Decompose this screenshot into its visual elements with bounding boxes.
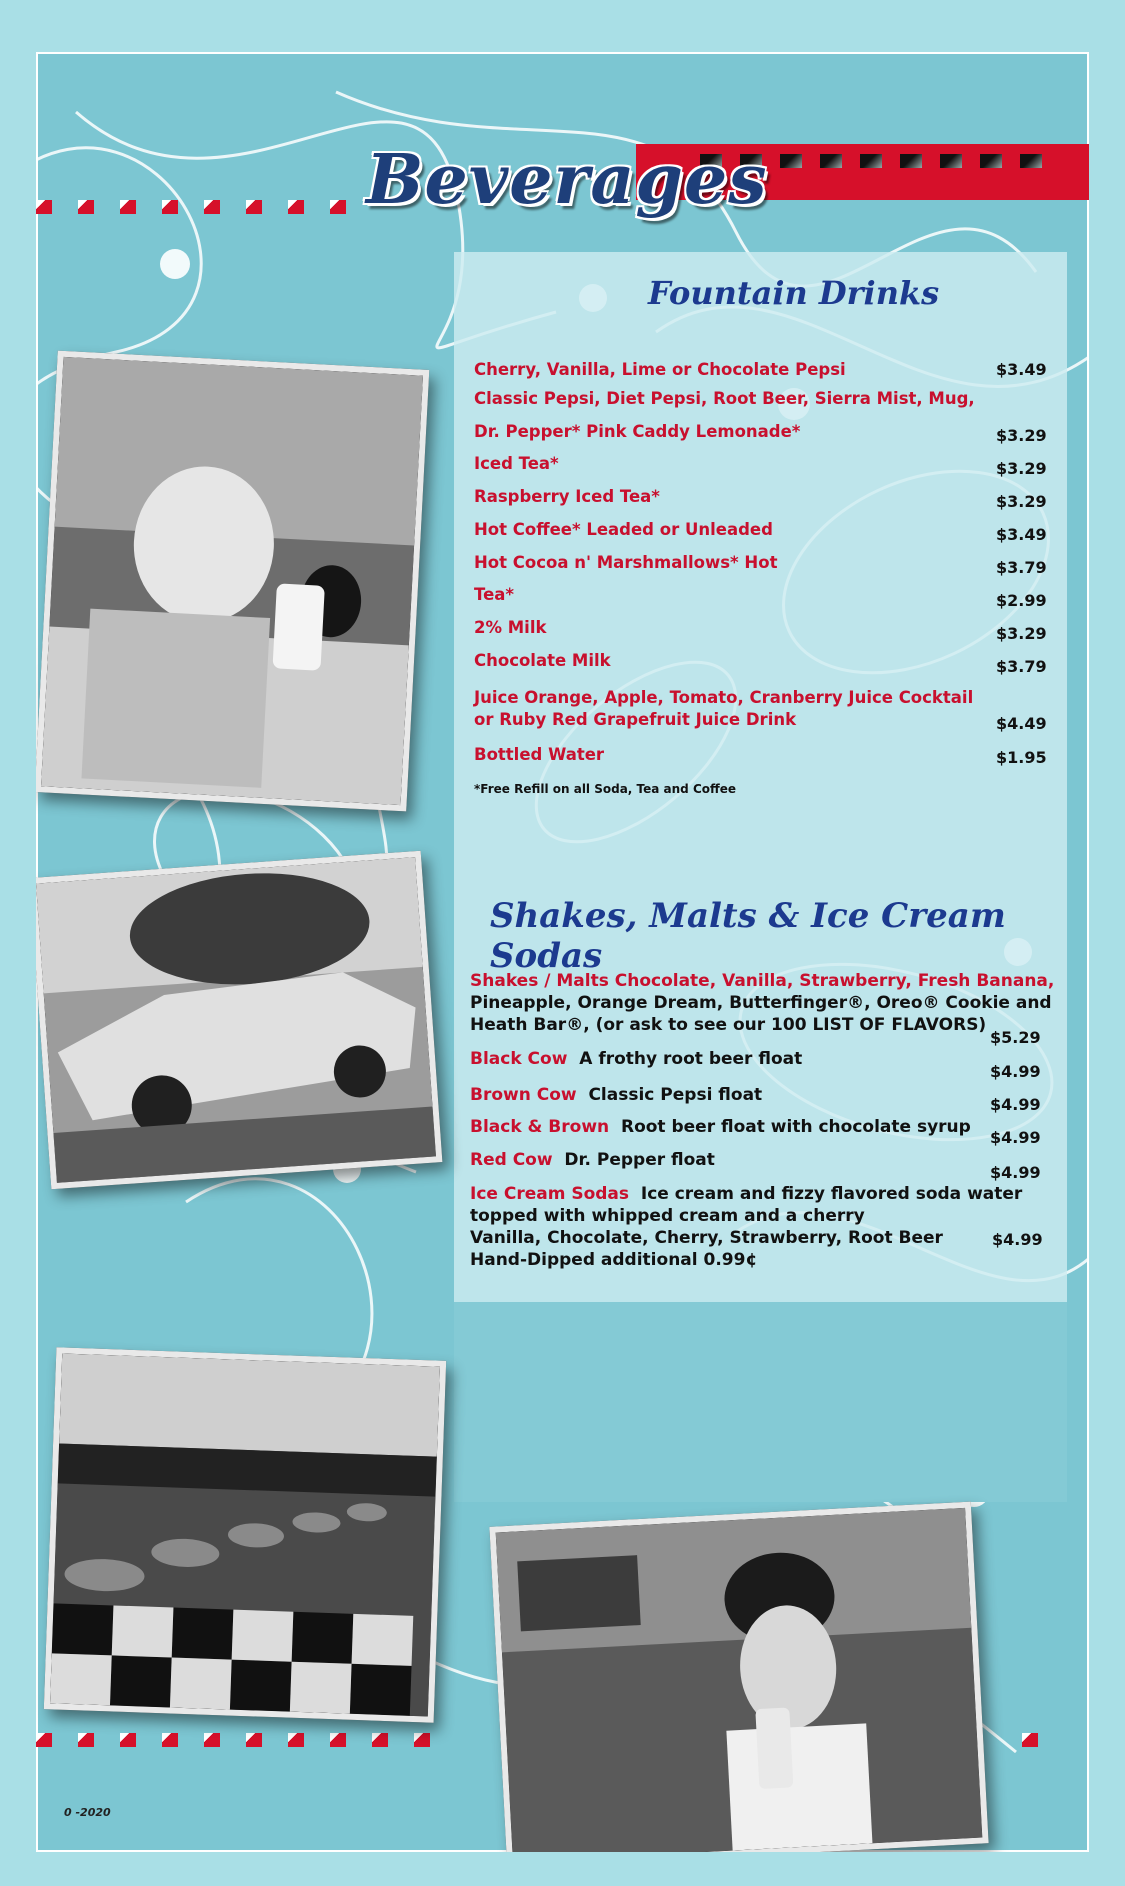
shakes-line-1 [470, 970, 1054, 992]
fountain-item-price: $3.29 [996, 492, 1047, 511]
shakes-line-2: Pineapple, Orange Dream, Butterfinger®, Oreo® Cookie and [470, 993, 1052, 1013]
red-cow-price: $4.99 [990, 1163, 1041, 1182]
fountain-item-price: $3.49 [996, 525, 1047, 544]
fountain-item: Iced Tea* [474, 454, 559, 473]
fountain-item: or Ruby Red Grapefruit Juice Drink [474, 710, 797, 729]
fountain-item-price: $2.99 [996, 591, 1047, 610]
fountain-item-price: $3.79 [996, 558, 1047, 577]
fountain-item-price: $3.29 [996, 624, 1047, 643]
fountain-item: Juice Orange, Apple, Tomato, Cranberry Juice Cocktail [474, 688, 974, 707]
photo-boy-with-kitten-art [41, 357, 423, 805]
shakes-line-3: Heath Bar®, (or ask to see our 100 LIST OF FLAVORS) [470, 1015, 987, 1035]
fountain-item-price: $1.95 [996, 748, 1047, 767]
fountain-item: Classic Pepsi, Diet Pepsi, Root Beer, Sierra Mist, Mug, [474, 389, 975, 408]
brown-cow-line [470, 1084, 762, 1106]
photo-woman-drinking-shake-art [496, 1508, 983, 1852]
black-brown-price: $4.99 [990, 1128, 1041, 1147]
shakes-malts-label: Shakes / Malts Chocolate, Vanilla, Strawberry, Fresh Banana, [470, 971, 1055, 991]
ice-cream-sodas-price: $4.99 [992, 1230, 1043, 1249]
fountain-item-price: $3.49 [996, 360, 1047, 379]
fountain-item-price: $3.79 [996, 657, 1047, 676]
red-cow-name: Red Cow [470, 1150, 553, 1170]
fountain-item: Bottled Water [474, 745, 605, 764]
ice-cream-sodas-line-4: Hand-Dipped additional 0.99¢ [470, 1250, 758, 1270]
menu-lower-band [454, 1302, 1067, 1502]
fountain-item: 2% Milk [474, 618, 547, 637]
fountain-item-price: $3.29 [996, 459, 1047, 478]
black-cow-price: $4.99 [990, 1062, 1041, 1081]
red-cow-desc: Dr. Pepper float [564, 1150, 715, 1170]
black-cow-name: Black Cow [470, 1049, 568, 1069]
fountain-item-price: $3.29 [996, 426, 1047, 445]
header-dash-row [36, 200, 372, 214]
page-title: Beverages [366, 140, 768, 220]
black-brown-desc: Root beer float with chocolate syrup [620, 1117, 971, 1137]
brown-cow-name: Brown Cow [470, 1085, 577, 1105]
photo-classic-convertible [36, 851, 442, 1190]
photo-boy-with-kitten [36, 351, 429, 812]
fountain-item: Dr. Pepper* Pink Caddy Lemonade* [474, 422, 801, 441]
fountain-item-price: $4.49 [996, 714, 1047, 733]
footer-dash-row-left [36, 1733, 456, 1747]
fountain-item: Tea* [474, 585, 515, 604]
ice-cream-sodas-line-3: Vanilla, Chocolate, Cherry, Strawberry, Root Beer [470, 1228, 943, 1248]
menu-version-code: 0 -2020 [64, 1806, 111, 1819]
brown-cow-price: $4.99 [990, 1095, 1041, 1114]
black-cow-line [470, 1048, 802, 1070]
fountain-item: Hot Cocoa n' Marshmallows* Hot [474, 553, 778, 572]
fountain-item: Cherry, Vanilla, Lime or Chocolate Pepsi [474, 360, 846, 379]
photo-diner-counter-stools-art [50, 1354, 440, 1717]
photo-classic-convertible-art [36, 857, 436, 1183]
ice-cream-sodas-line [470, 1183, 1022, 1205]
black-brown-line [470, 1116, 971, 1138]
photo-woman-drinking-shake [489, 1502, 988, 1852]
shakes-price: $5.29 [990, 1028, 1041, 1047]
red-cow-line [470, 1149, 715, 1171]
fountain-item: Chocolate Milk [474, 651, 611, 670]
fountain-drinks-title: Fountain Drinks [648, 274, 940, 312]
black-cow-desc: A frothy root beer float [579, 1049, 803, 1069]
fountain-item: Raspberry Iced Tea* [474, 487, 660, 506]
shakes-title: Shakes, Malts & Ice Cream Sodas [490, 896, 1006, 976]
black-brown-name: Black & Brown [470, 1117, 610, 1137]
ice-cream-sodas-line-2: topped with whipped cream and a cherry [470, 1206, 865, 1226]
ice-cream-sodas-desc: Ice cream and fizzy flavored soda water [640, 1184, 1023, 1204]
fountain-item: Hot Coffee* Leaded or Unleaded [474, 520, 773, 539]
ice-cream-sodas-name: Ice Cream Sodas [470, 1184, 630, 1204]
brown-cow-desc: Classic Pepsi float [588, 1085, 763, 1105]
free-refill-note: *Free Refill on all Soda, Tea and Coffee [474, 782, 736, 796]
menu-page [36, 52, 1089, 1852]
footer-dash-row-right [1022, 1733, 1064, 1747]
photo-diner-counter-stools [44, 1347, 446, 1722]
